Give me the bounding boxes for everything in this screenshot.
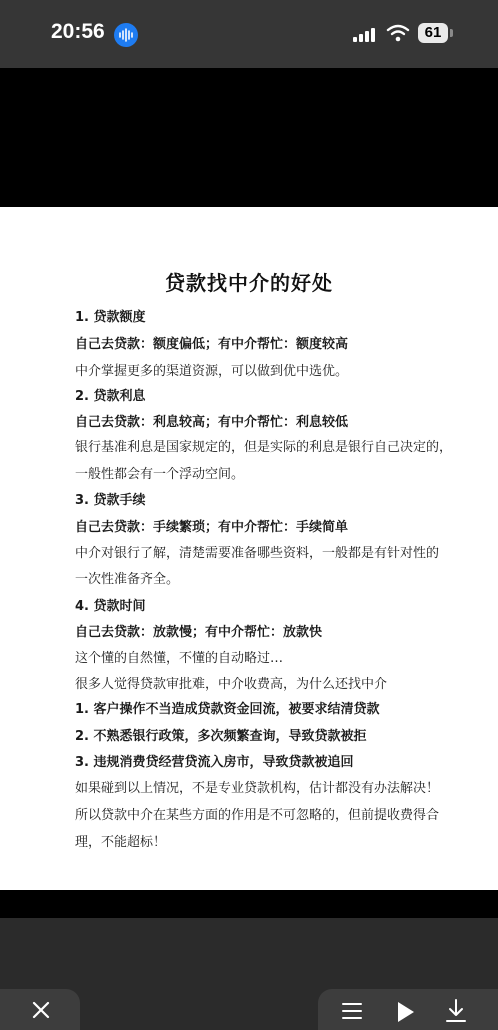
clock: 20:56 (51, 20, 105, 43)
player-controls (318, 989, 498, 1030)
document-line: 2. 贷款利息 (75, 389, 146, 404)
close-button[interactable] (0, 989, 80, 1030)
document-line: 自己去贷款：额度偏低；有中介帮忙：额度较高 (75, 337, 349, 352)
document-line: 所以贷款中介在某些方面的作用是不可忽略的，但前提收费得合 (75, 808, 440, 823)
play-icon[interactable] (396, 1001, 416, 1027)
status-bar (0, 0, 498, 68)
document-line: 3. 贷款手续 (75, 493, 146, 508)
bottom-letterbox (0, 890, 498, 918)
voice-icon[interactable] (114, 23, 138, 47)
download-icon[interactable] (446, 999, 466, 1027)
document-line: 理，不能超标！ (75, 835, 167, 850)
battery-nub (450, 29, 453, 37)
document-line: 这个懂的自然懂，不懂的自动略过… (75, 651, 284, 666)
battery-icon: 61 (418, 23, 448, 43)
document-line: 自己去贷款：手续繁琐；有中介帮忙：手续简单 (75, 520, 349, 535)
list-icon[interactable] (342, 1001, 362, 1025)
close-icon (32, 1001, 50, 1023)
document-line: 1. 贷款额度 (75, 310, 146, 325)
wifi-icon (386, 23, 410, 47)
document-line: 中介对银行了解，清楚需要准备哪些资料，一般都是有针对性的 (75, 546, 440, 561)
document-line: 中介掌握更多的渠道资源，可以做到优中选优。 (75, 364, 349, 379)
document-line: 3. 违规消费贷经营贷流入房市，导致贷款被追回 (75, 755, 354, 770)
document-line: 一次性准备齐全。 (75, 572, 180, 587)
document-line: 很多人觉得贷款审批难，中介收费高，为什么还找中介 (75, 677, 388, 692)
document-line: 一般性都会有一个浮动空间。 (75, 467, 245, 482)
document-line: 银行基准利息是国家规定的，但是实际的利息是银行自己决定的， (75, 440, 453, 455)
top-letterbox (0, 68, 498, 207)
document-line: 自己去贷款：放款慢；有中介帮忙：放款快 (75, 625, 323, 640)
document-line: 2. 不熟悉银行政策，多次频繁查询，导致贷款被拒 (75, 729, 367, 744)
document-line: 4. 贷款时间 (75, 599, 146, 614)
page-title: 贷款找中介的好处 (165, 271, 333, 295)
document-line: 1. 客户操作不当造成贷款资金回流，被要求结清贷款 (75, 702, 380, 717)
document-line: 自己去贷款：利息较高；有中介帮忙：利息较低 (75, 415, 349, 430)
document-line: 如果碰到以上情况，不是专业贷款机构，估计都没有办法解决！ (75, 781, 440, 796)
document-page (0, 207, 498, 890)
signal-icon (353, 27, 377, 47)
